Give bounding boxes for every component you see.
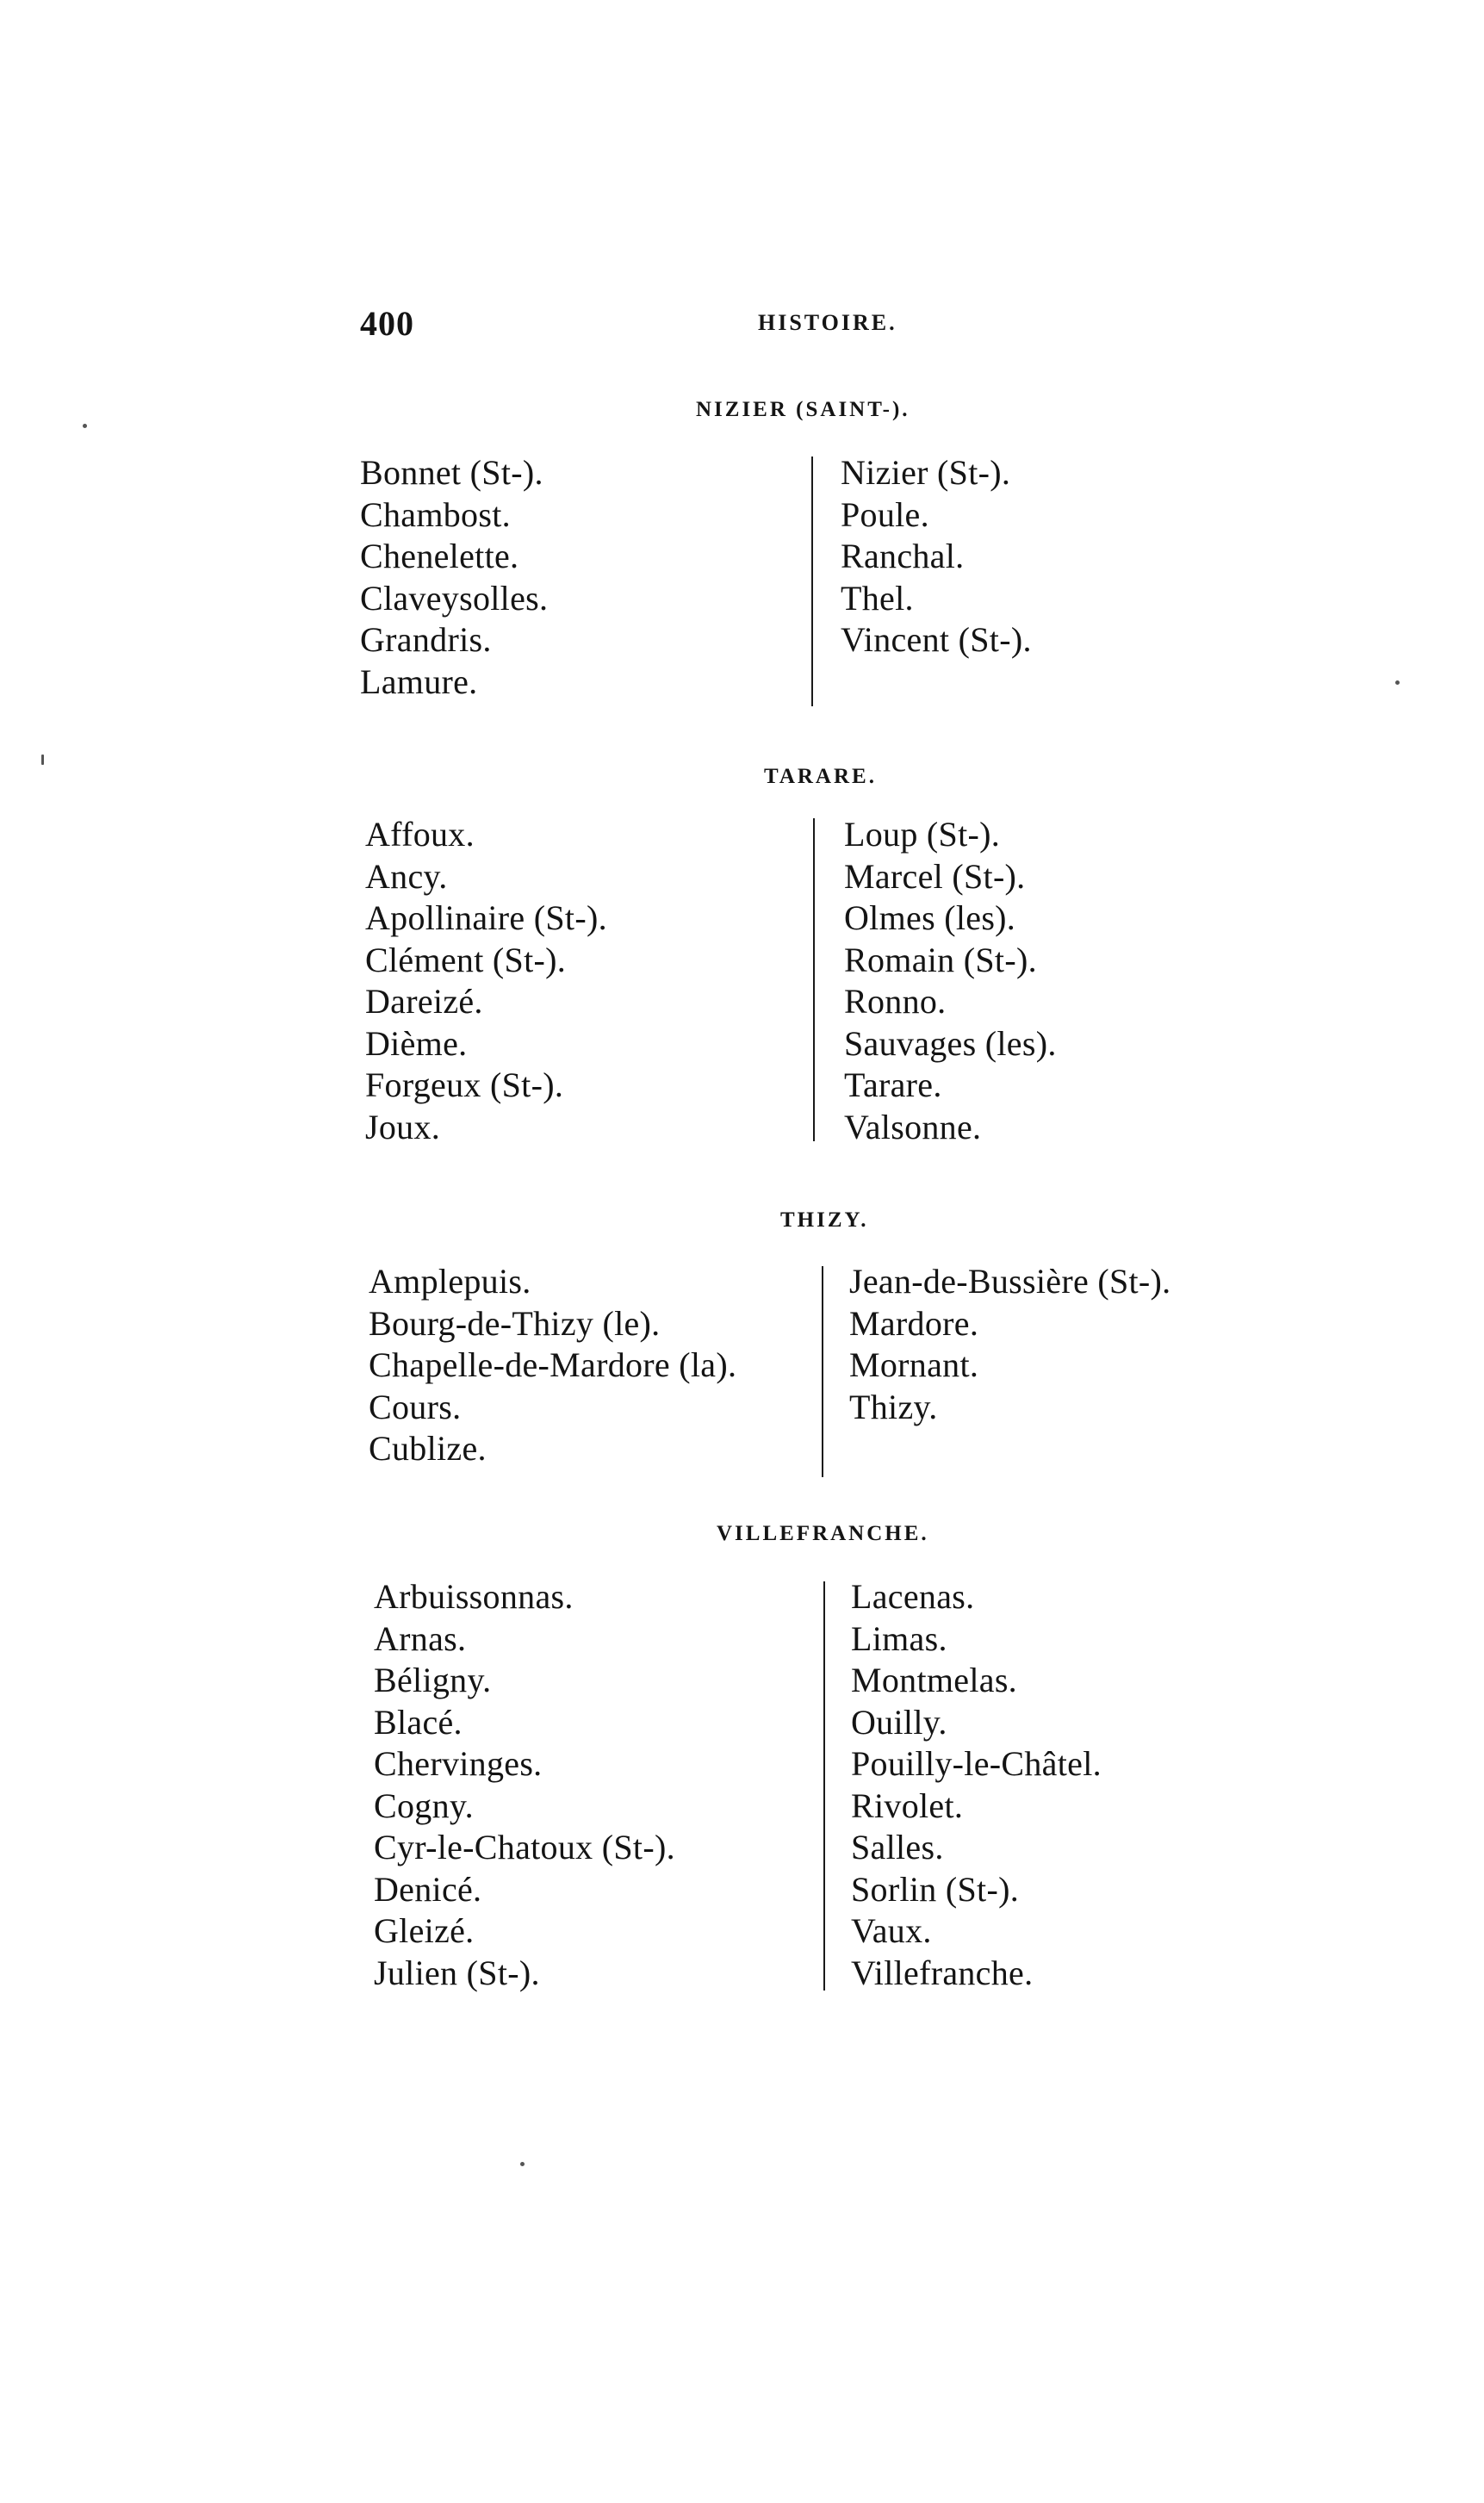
section-title: VILLEFRANCHE.: [717, 1522, 929, 1545]
commune-name: Arbuissonnas.: [374, 1577, 574, 1616]
commune-name: Sauvages (les).: [844, 1023, 1057, 1063]
commune-name: Mornant.: [849, 1345, 979, 1384]
commune-name: Loup (St-).: [844, 815, 1001, 854]
commune-name: Ronno.: [844, 982, 947, 1021]
commune-name: Chapelle-de-Mardore (la).: [369, 1345, 737, 1384]
scan-speck: [41, 755, 44, 765]
commune-name: Apollinaire (St-).: [365, 898, 607, 937]
commune-name: Villefranche.: [851, 1953, 1034, 1992]
commune-name: Pouilly-le-Châtel.: [851, 1744, 1102, 1783]
commune-name: Cyr-le-Chatoux (St-).: [374, 1828, 675, 1866]
column-divider: [811, 457, 813, 706]
commune-name: Ancy.: [365, 856, 448, 896]
commune-name: Amplepuis.: [369, 1262, 531, 1301]
scan-speck: [1395, 680, 1400, 685]
section-title: TARARE.: [764, 765, 877, 788]
commune-name: Chervinges.: [374, 1744, 543, 1783]
section-title: THIZY.: [780, 1208, 869, 1232]
commune-name: Mardore.: [849, 1303, 979, 1343]
commune-name: Ranchal.: [841, 537, 965, 575]
commune-name: Limas.: [851, 1618, 947, 1658]
commune-name: Clément (St-).: [365, 940, 567, 979]
scan-speck: [520, 2162, 525, 2166]
commune-name: Forgeux (St-).: [365, 1065, 564, 1104]
commune-name: Dareizé.: [365, 982, 483, 1021]
commune-name: Cublize.: [369, 1429, 487, 1468]
commune-name: Chenelette.: [360, 537, 519, 575]
running-title: HISTOIRE.: [758, 310, 897, 335]
commune-name: Gleizé.: [374, 1911, 475, 1950]
commune-name: Valsonne.: [844, 1107, 982, 1146]
commune-name: Cours.: [369, 1387, 462, 1426]
commune-name: Poule.: [841, 494, 929, 534]
commune-name: Vincent (St-).: [841, 620, 1032, 659]
commune-name: Arnas.: [374, 1618, 467, 1658]
page-header: [0, 0, 1484, 362]
commune-name: Dième.: [365, 1023, 468, 1063]
commune-name: Rivolet.: [851, 1786, 964, 1825]
commune-list-right: [841, 452, 1032, 661]
commune-name: Montmelas.: [851, 1661, 1017, 1699]
section-title: NIZIER (SAINT-).: [696, 398, 910, 421]
commune-name: Thizy.: [849, 1387, 938, 1426]
commune-name: Lamure.: [360, 661, 478, 701]
commune-name: Bonnet (St-).: [360, 453, 543, 492]
commune-name: Julien (St-).: [374, 1953, 540, 1992]
commune-name: Bourg-de-Thizy (le).: [369, 1303, 661, 1343]
column-divider: [822, 1266, 823, 1477]
commune-name: Sorlin (St-).: [851, 1869, 1020, 1909]
commune-name: Claveysolles.: [360, 578, 549, 618]
commune-name: Romain (St-).: [844, 940, 1037, 979]
commune-list-left: [365, 814, 607, 1148]
column-divider: [813, 818, 815, 1141]
commune-name: Ouilly.: [851, 1702, 947, 1742]
commune-name: Lacenas.: [851, 1577, 975, 1616]
commune-list-left: [360, 452, 548, 703]
commune-name: Nizier (St-).: [841, 453, 1011, 492]
commune-name: Joux.: [365, 1107, 441, 1146]
scan-speck: [83, 424, 87, 428]
commune-name: Cogny.: [374, 1786, 474, 1825]
commune-name: Marcel (St-).: [844, 856, 1026, 896]
commune-name: Chambost.: [360, 494, 511, 534]
commune-name: Jean-de-Bussière (St-).: [849, 1262, 1171, 1301]
commune-name: Affoux.: [365, 815, 475, 854]
commune-name: Grandris.: [360, 620, 492, 659]
commune-list-right: [844, 814, 1057, 1148]
commune-list-right: [849, 1261, 1170, 1428]
commune-name: Béligny.: [374, 1661, 492, 1699]
column-divider: [823, 1581, 825, 1991]
commune-name: Vaux.: [851, 1911, 932, 1950]
commune-list-right: [851, 1576, 1102, 1994]
commune-list-left: [374, 1576, 675, 1994]
commune-name: Tarare.: [844, 1065, 942, 1104]
page-number: 400: [360, 304, 414, 343]
commune-list-left: [369, 1261, 736, 1470]
commune-name: Thel.: [841, 578, 914, 618]
commune-name: Salles.: [851, 1828, 944, 1866]
commune-name: Blacé.: [374, 1702, 463, 1742]
commune-name: Denicé.: [374, 1869, 482, 1909]
commune-name: Olmes (les).: [844, 898, 1016, 937]
